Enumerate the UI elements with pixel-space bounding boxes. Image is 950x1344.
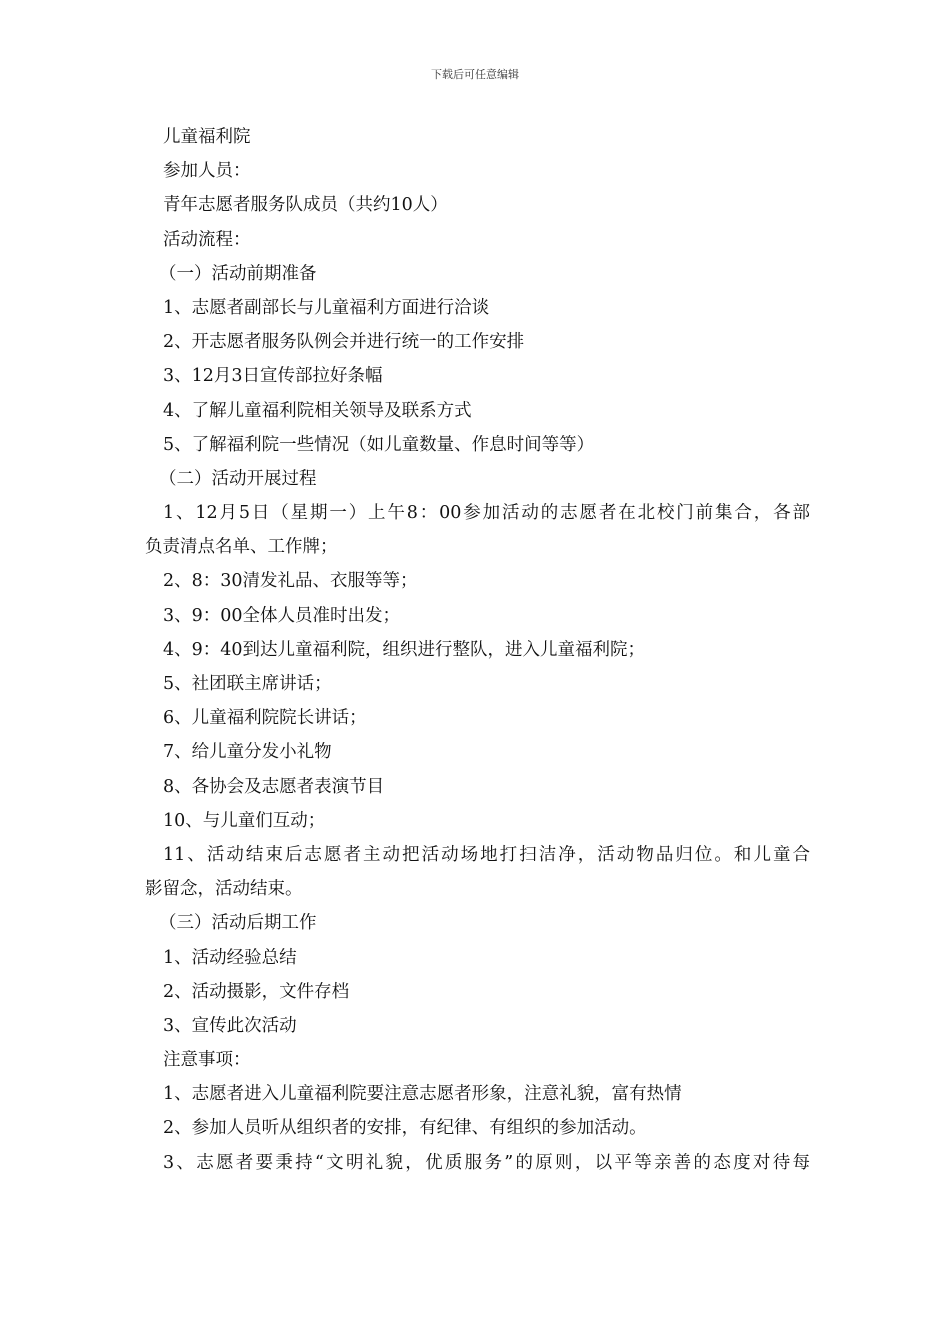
list-item: 1、12月5日（星期一）上午8：00参加活动的志愿者在北校门前集合，各部: [163, 503, 810, 524]
list-item: 3、9：00全体人员准时出发；: [163, 605, 401, 626]
list-item: 2、开志愿者服务队例会并进行统一的工作安排: [163, 332, 525, 353]
list-item: 2、活动摄影，文件存档: [163, 981, 350, 1002]
list-item: 5、了解福利院一些情况（如儿童数量、作息时间等等）: [163, 434, 595, 455]
list-item: 7、给儿童分发小礼物: [163, 742, 332, 763]
header-note: 下载后可任意编辑: [431, 68, 519, 81]
list-item: 3、志愿者要秉持“文明礼貌，优质服务”的原则，以平等亲善的态度对待每: [163, 1152, 810, 1173]
list-item: 5、社团联主席讲话；: [163, 674, 332, 694]
list-item: 1、志愿者副部长与儿童福利方面进行洽谈: [163, 297, 490, 318]
list-item: 4、了解儿童福利院相关领导及联系方式: [163, 400, 472, 421]
list-item: 3、宣传此次活动: [163, 1015, 297, 1036]
line-notes-heading: 注意事项：: [163, 1050, 251, 1071]
list-item: 4、9：40到达儿童福利院，组织进行整队，进入儿童福利院；: [163, 639, 646, 660]
line-title: 儿童福利院: [163, 127, 251, 147]
list-item: 1、活动经验总结: [163, 947, 297, 968]
list-item: 6、儿童福利院院长讲话；: [163, 708, 367, 729]
section-heading-process: （二）活动开展过程: [159, 468, 317, 489]
section-heading-prep: （一）活动前期准备: [159, 263, 317, 284]
list-item-continuation: 负责清点名单、工作牌；: [145, 537, 338, 558]
line-participants-heading: 参加人员：: [163, 161, 251, 182]
list-item: 3、12月3日宣传部拉好条幅: [163, 366, 383, 387]
list-item: 2、8：30清发礼品、衣服等等；: [163, 571, 418, 592]
section-heading-followup: （三）活动后期工作: [159, 913, 317, 934]
list-item: 11、活动结束后志愿者主动把活动场地打扫洁净，活动物品归位。和儿童合: [163, 844, 810, 865]
list-item: 10、与儿童们互动；: [163, 810, 326, 831]
line-participants: 青年志愿者服务队成员（共约10人）: [163, 195, 448, 216]
list-item-continuation: 影留念，活动结束。: [145, 879, 303, 900]
line-process-heading: 活动流程：: [163, 229, 251, 250]
list-item: 8、各协会及志愿者表演节目: [163, 776, 385, 797]
list-item: 1、志愿者进入儿童福利院要注意志愿者形象，注意礼貌，富有热情: [163, 1084, 682, 1105]
document-body: [145, 120, 810, 1180]
list-item: 2、参加人员听从组织者的安排，有纪律、有组织的参加活动。: [163, 1118, 647, 1139]
